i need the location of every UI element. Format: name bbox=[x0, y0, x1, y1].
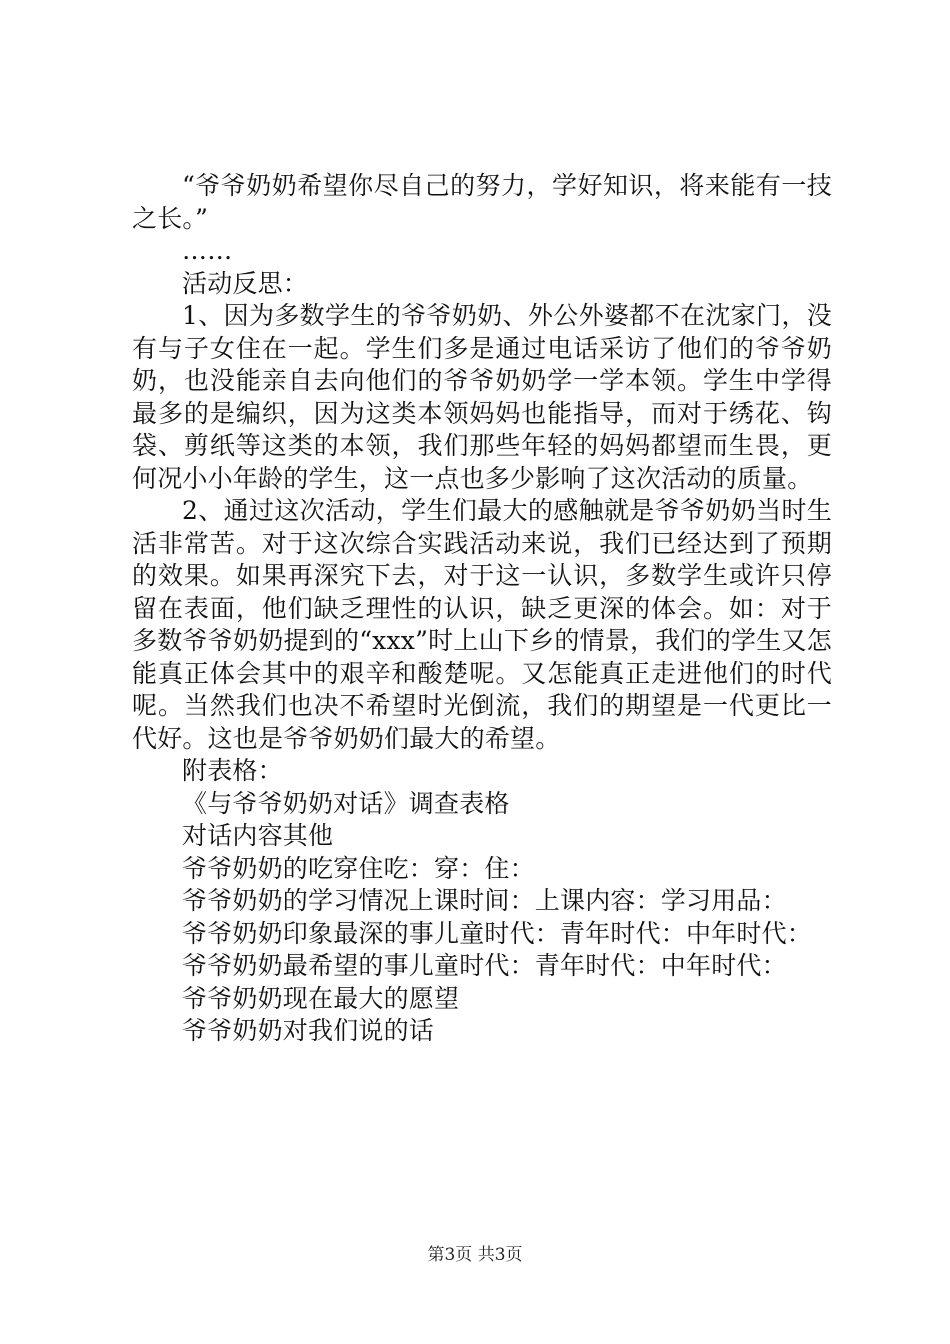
survey-row-memorable: 爷爷奶奶印象最深的事儿童时代：青年时代：中年时代： bbox=[182, 918, 813, 948]
survey-row-hopes: 爷爷奶奶最希望的事儿童时代：青年时代：中年时代： bbox=[182, 951, 787, 980]
appendix-heading: 附表格： bbox=[182, 756, 283, 785]
ellipsis-paragraph: …… bbox=[182, 236, 233, 265]
survey-table-title: 《与爷爷奶奶对话》调查表格 bbox=[182, 788, 510, 818]
reflection-point-2: 2、通过这次活动，学生们最大的感触就是爷爷奶奶当时生活非常苦。对于这次综合实践活动来说，我们已经达到了预期的效果。如果再深究下去，对于这一认识，多数学生或许只停留在表面，他们缺乏理性的认识，缺乏更深的体会。如：对于多数爷爷奶奶提到的“xxx”时上山下乡的情景，我们的学生又怎能真正体会其中的艰辛和酸楚呢。又怎能真正走进他们的时代呢。当然我们也决不希望时光倒流，我们的期望是一代更比一代好。这也是爷爷奶奶们最大的希望。 bbox=[132, 496, 832, 753]
quote-paragraph: “爷爷奶奶希望你尽自己的努力，学好知识，将来能有一技之长。” bbox=[132, 171, 832, 233]
survey-row-living: 爷爷奶奶的吃穿住吃：穿：住： bbox=[182, 853, 535, 883]
section-heading-reflection: 活动反思： bbox=[182, 268, 309, 298]
document-body bbox=[132, 170, 832, 1048]
survey-table-header: 对话内容其他 bbox=[182, 821, 334, 850]
survey-row-wish: 爷爷奶奶现在最大的愿望 bbox=[182, 983, 460, 1013]
reflection-point-1: 1、因为多数学生的爷爷奶奶、外公外婆都不在沈家门，没有与子女住在一起。学生们多是通过电话采访了他们的爷爷奶奶，也没能亲自去向他们的爷爷奶奶学一学本领。学生中学得最多的是编织，因为这类本领妈妈也能指导，而对于绣花、钩袋、剪纸等这类的本领，我们那些年轻的妈妈都望而生畏，更何况小小年龄的学生，这一点也多少影响了这次活动的质量。 bbox=[132, 301, 832, 493]
page-number-footer: 第3页 共3页 bbox=[427, 1245, 523, 1265]
survey-row-words: 爷爷奶奶对我们说的话 bbox=[182, 1016, 435, 1045]
survey-row-study: 爷爷奶奶的学习情况上课时间：上课内容：学习用品： bbox=[182, 886, 787, 915]
